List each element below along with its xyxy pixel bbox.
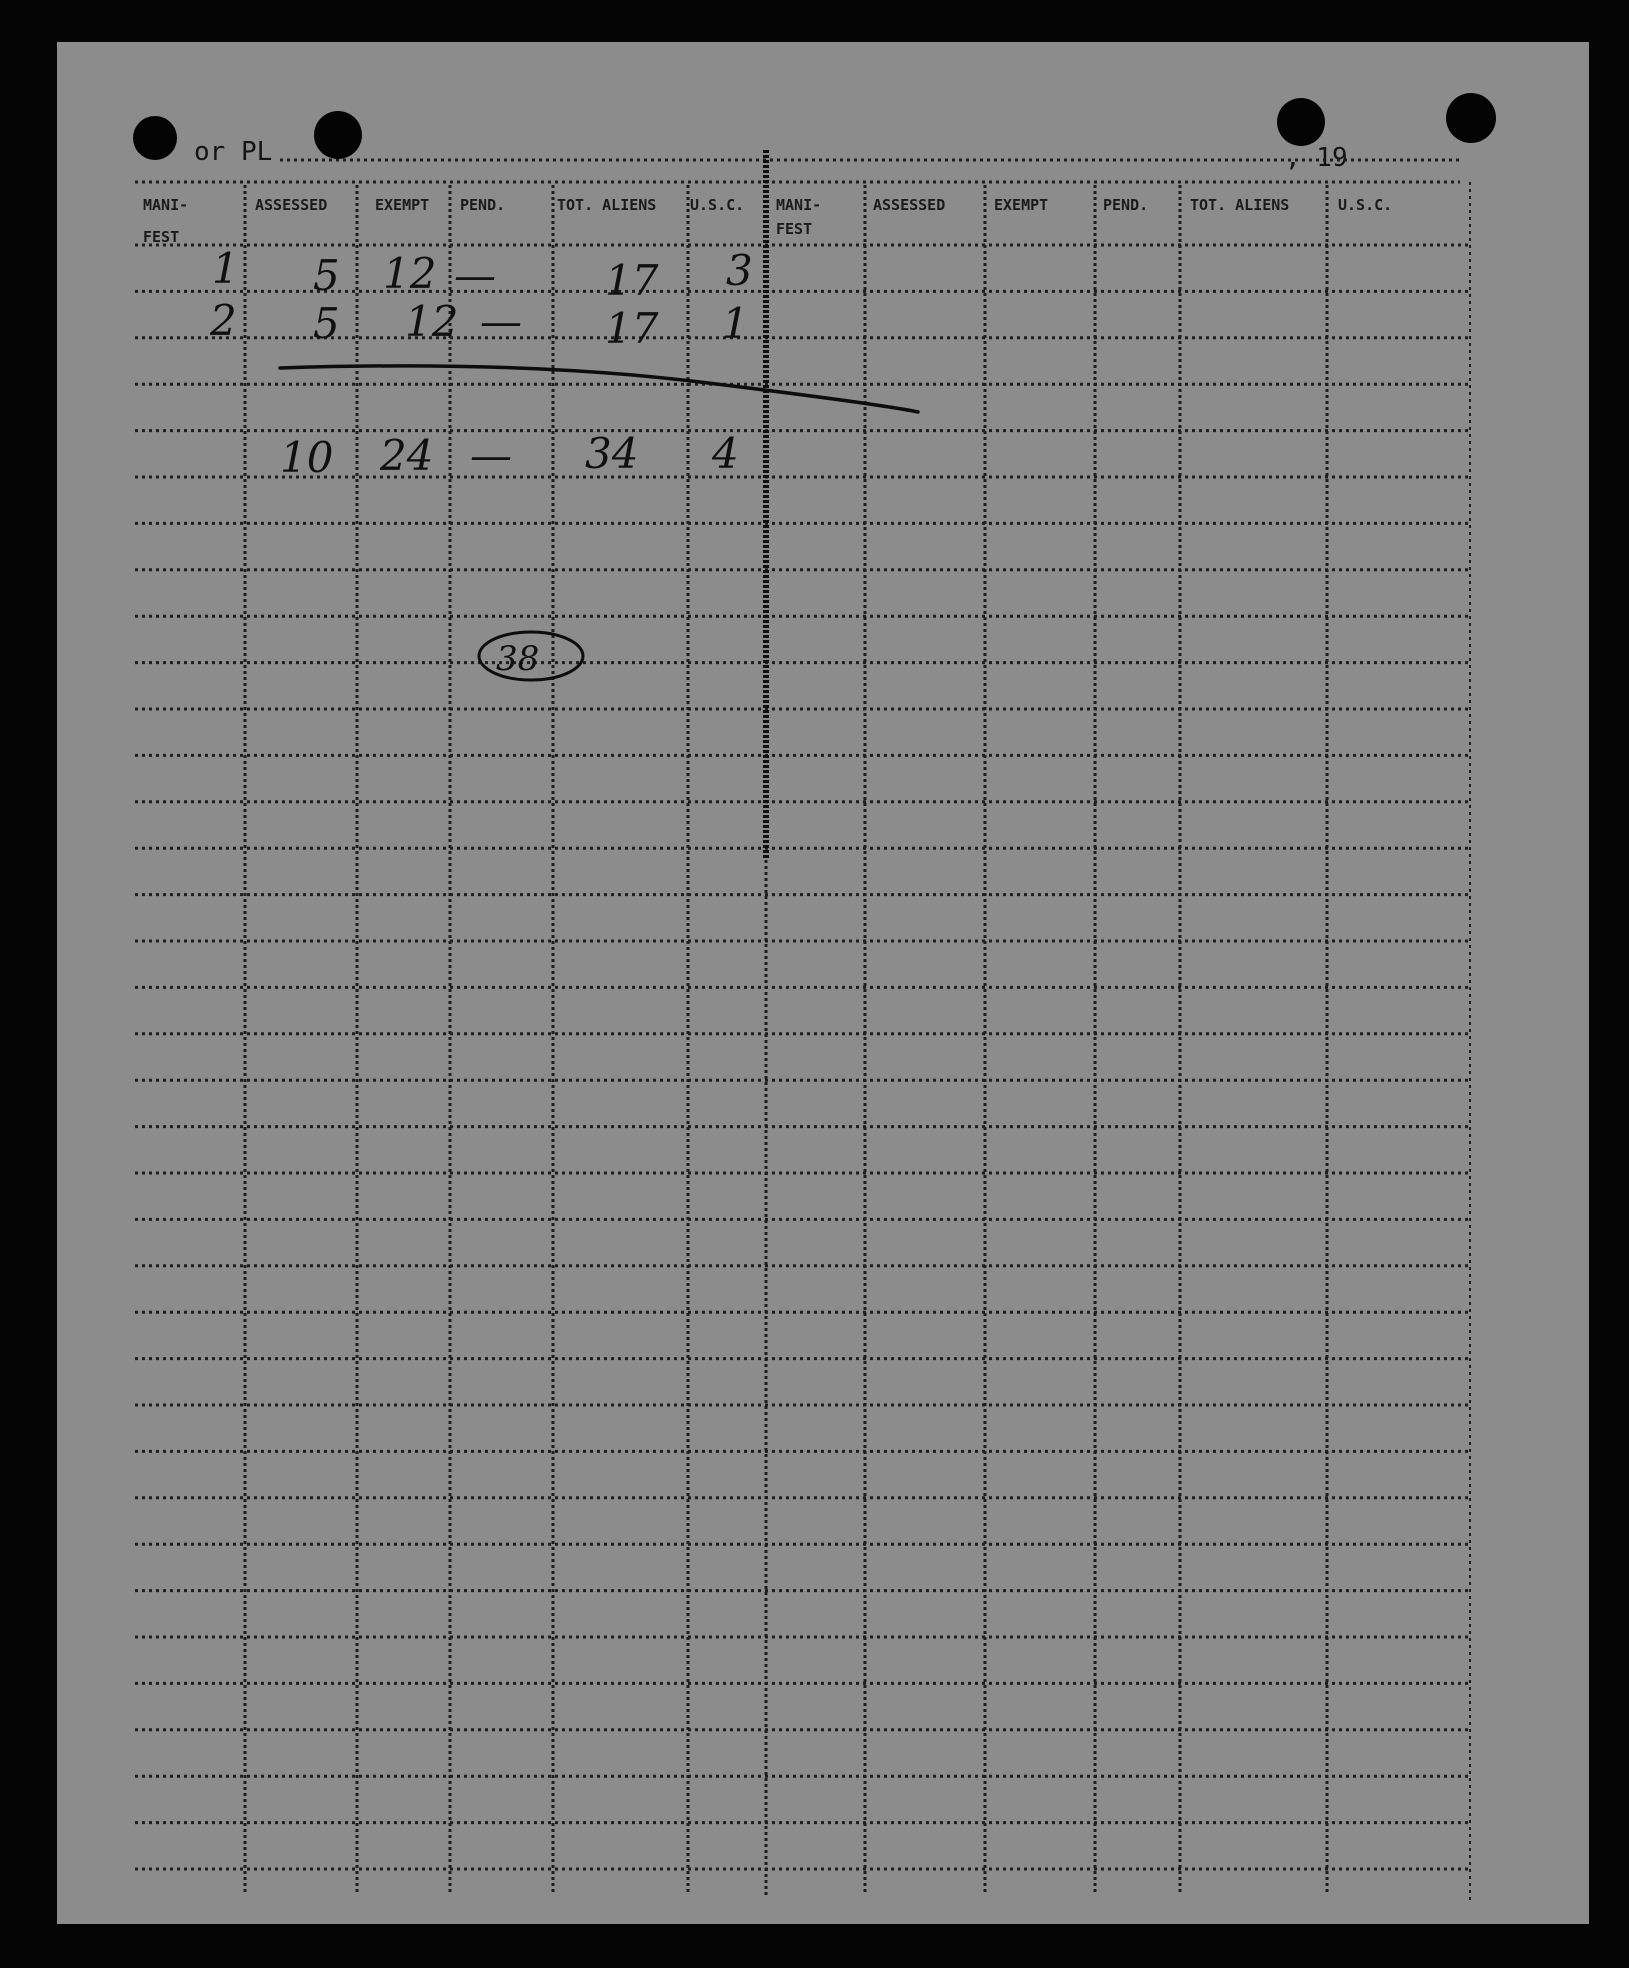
circled-total-value: 38 <box>496 639 540 679</box>
entry-1-assessed: 5 <box>313 251 340 300</box>
punch-hole <box>133 116 177 160</box>
entry-2-usc: 1 <box>722 299 749 348</box>
year-prefix: , 19 <box>1285 143 1348 173</box>
total-exempt: 24 <box>380 431 434 480</box>
header-manifest-1: MANI- <box>143 196 189 214</box>
header-pend-right: PEND. <box>1103 196 1149 214</box>
header-tot-aliens: TOT. ALIENS <box>557 196 657 214</box>
entry-2-tot-aliens: 17 <box>605 304 659 353</box>
entry-1-usc: 3 <box>726 246 753 295</box>
header-manifest-2-right: FEST <box>776 220 813 238</box>
entry-1-manifest: 1 <box>212 244 239 293</box>
entry-1-tot-aliens: 17 <box>605 256 659 305</box>
entry-2-exempt: 12 <box>405 297 459 346</box>
total-assessed: 10 <box>280 433 334 482</box>
punch-hole <box>1277 98 1325 146</box>
header-assessed-right: ASSESSED <box>873 196 946 214</box>
entry-2-manifest: 2 <box>210 296 237 345</box>
header-usc-right: U.S.C. <box>1338 196 1393 214</box>
header-manifest-1-right: MANI- <box>776 196 822 214</box>
header-assessed: ASSESSED <box>255 196 328 214</box>
paper <box>57 42 1589 1924</box>
punch-hole <box>314 111 362 159</box>
header-pend: PEND. <box>460 196 506 214</box>
entry-1-exempt: 12 <box>383 249 437 298</box>
total-pend: — <box>470 431 512 480</box>
total-tot-aliens: 34 <box>585 429 639 478</box>
header-usc: U.S.C. <box>690 196 745 214</box>
punch-hole <box>1446 93 1496 143</box>
header-manifest-2: FEST <box>143 228 180 246</box>
entry-2-pend: — <box>480 297 522 346</box>
header-exempt-right: EXEMPT <box>994 196 1049 214</box>
header-tot-aliens-right: TOT. ALIENS <box>1190 196 1290 214</box>
header-exempt: EXEMPT <box>375 196 430 214</box>
top-left-label: or PL <box>194 137 273 167</box>
entry-1-pend: — <box>454 251 496 300</box>
entry-2-assessed: 5 <box>313 299 340 348</box>
total-usc: 4 <box>712 429 739 478</box>
